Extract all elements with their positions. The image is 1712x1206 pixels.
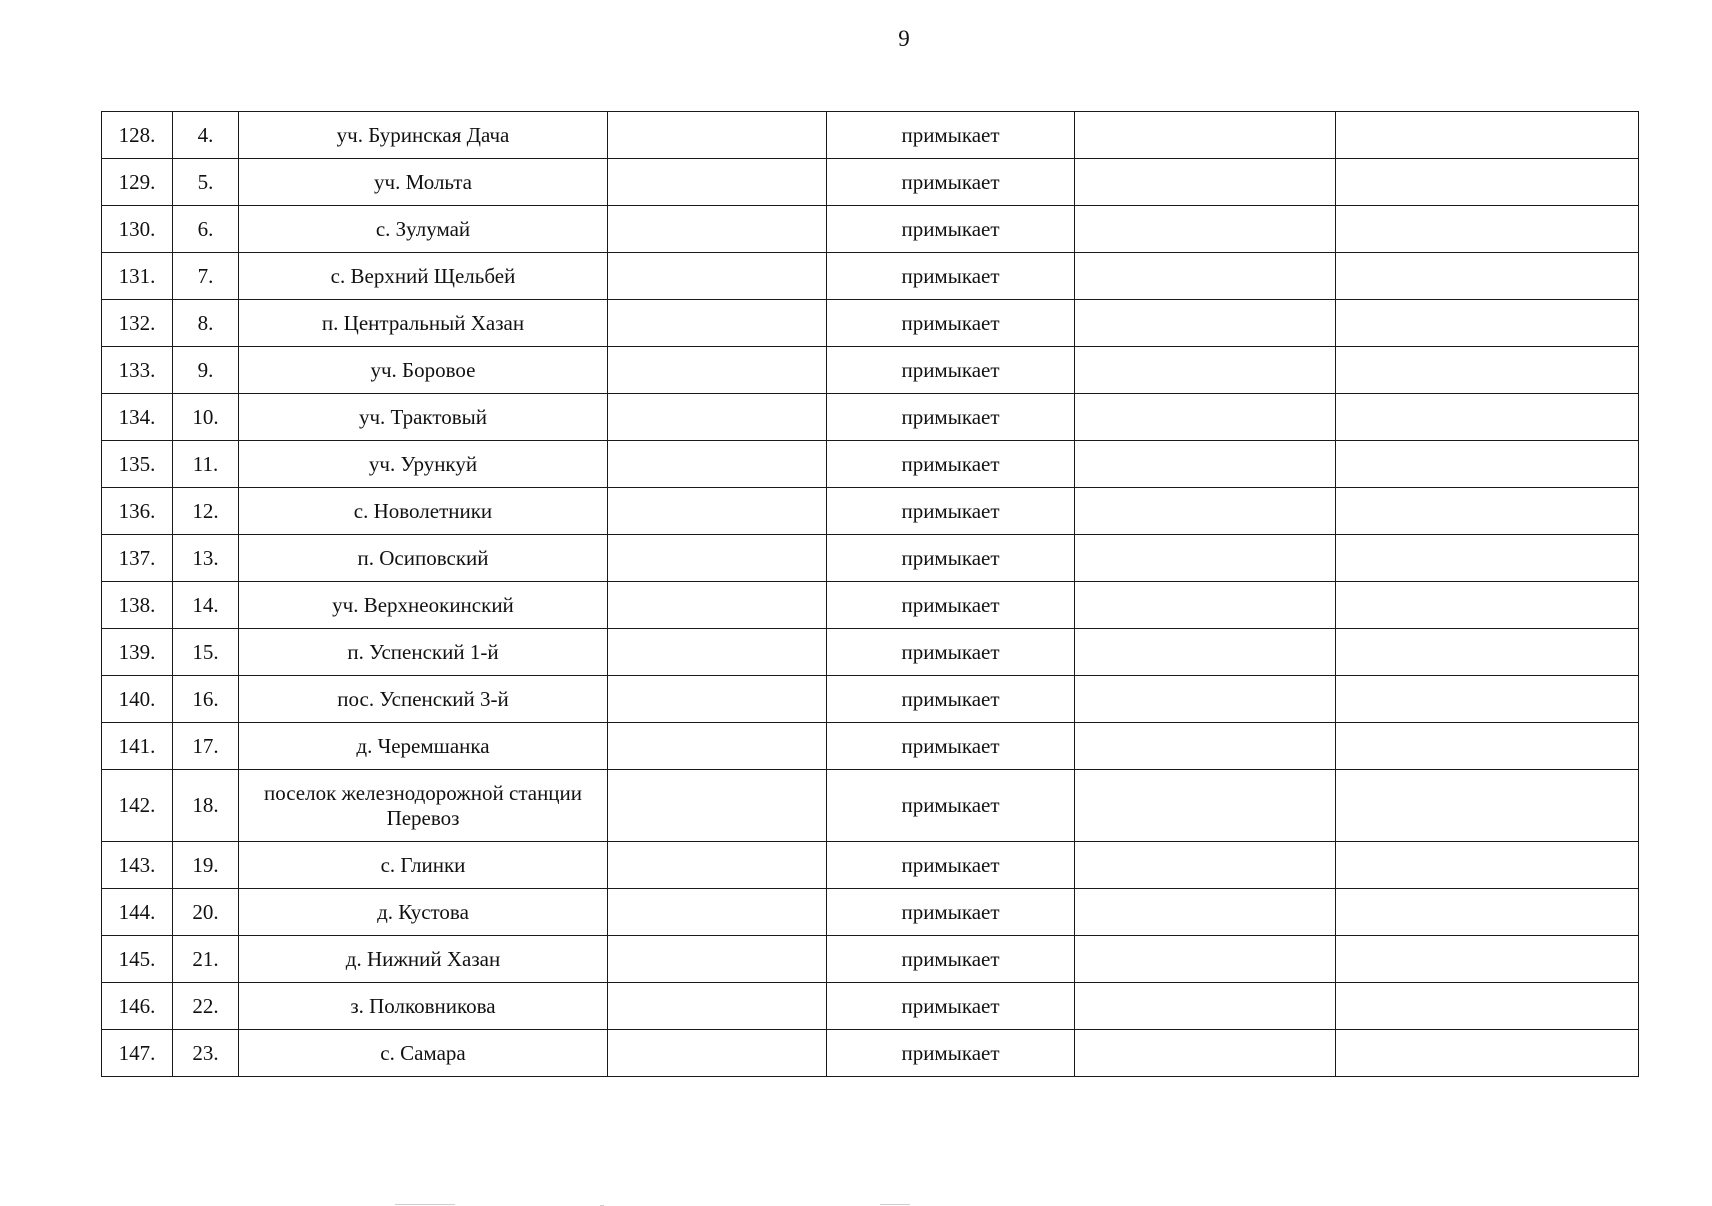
cell-empty-6 [1075,347,1336,394]
cell-empty-4 [608,936,827,983]
page-number: 9 [898,26,910,51]
cell-settlement-name: уч. Верхнеокинский [239,582,608,629]
cell-empty-7 [1336,112,1639,159]
cell-empty-7 [1336,488,1639,535]
cell-empty-4 [608,394,827,441]
cell-empty-7 [1336,842,1639,889]
cell-settlement-name: п. Центральный Хазан [239,300,608,347]
cell-sub-number: 12. [173,488,239,535]
cell-sub-number: 17. [173,723,239,770]
cell-empty-4 [608,441,827,488]
cell-settlement-name: с. Зулумай [239,206,608,253]
cell-settlement-name: уч. Буринская Дача [239,112,608,159]
cell-row-number: 138. [102,582,173,629]
cell-empty-7 [1336,535,1639,582]
table-row [102,488,1639,535]
table-row [102,159,1639,206]
cell-status: примыкает [827,1030,1075,1077]
cell-row-number: 134. [102,394,173,441]
cell-empty-7 [1336,582,1639,629]
cell-settlement-name: пос. Успенский 3-й [239,676,608,723]
cell-sub-number: 18. [173,770,239,842]
cell-sub-number: 4. [173,112,239,159]
cell-settlement-name: п. Осиповский [239,535,608,582]
cell-empty-7 [1336,770,1639,842]
cell-empty-6 [1075,629,1336,676]
cell-empty-7 [1336,629,1639,676]
cell-empty-7 [1336,1030,1639,1077]
table-row [102,770,1639,842]
cell-empty-4 [608,159,827,206]
cell-empty-4 [608,300,827,347]
cell-sub-number: 23. [173,1030,239,1077]
cell-sub-number: 14. [173,582,239,629]
cell-status: примыкает [827,770,1075,842]
cell-empty-4 [608,347,827,394]
cell-empty-4 [608,676,827,723]
table-row [102,206,1639,253]
cell-sub-number: 10. [173,394,239,441]
table-row [102,441,1639,488]
cell-empty-6 [1075,723,1336,770]
cell-settlement-name: уч. Урункуй [239,441,608,488]
cell-status: примыкает [827,159,1075,206]
cell-sub-number: 5. [173,159,239,206]
cell-sub-number: 21. [173,936,239,983]
table-row [102,1030,1639,1077]
cell-sub-number: 13. [173,535,239,582]
cell-status: примыкает [827,253,1075,300]
cell-settlement-name: с. Самара [239,1030,608,1077]
cell-sub-number: 16. [173,676,239,723]
cell-row-number: 139. [102,629,173,676]
scan-speck [395,1204,455,1205]
table-row [102,676,1639,723]
cell-empty-6 [1075,582,1336,629]
cell-sub-number: 15. [173,629,239,676]
cell-empty-7 [1336,159,1639,206]
scan-speck [880,1204,910,1205]
cell-empty-6 [1075,770,1336,842]
cell-empty-7 [1336,723,1639,770]
table-body [102,112,1639,1077]
table-row [102,300,1639,347]
cell-empty-7 [1336,676,1639,723]
cell-settlement-name: с. Глинки [239,842,608,889]
cell-empty-7 [1336,936,1639,983]
settlements-table [101,111,1639,1077]
cell-empty-6 [1075,936,1336,983]
cell-sub-number: 11. [173,441,239,488]
cell-empty-4 [608,253,827,300]
cell-empty-4 [608,770,827,842]
cell-status: примыкает [827,889,1075,936]
cell-empty-6 [1075,394,1336,441]
cell-empty-4 [608,983,827,1030]
cell-empty-4 [608,206,827,253]
cell-row-number: 136. [102,488,173,535]
table-row [102,112,1639,159]
cell-empty-6 [1075,441,1336,488]
cell-status: примыкает [827,723,1075,770]
cell-empty-6 [1075,253,1336,300]
cell-row-number: 144. [102,889,173,936]
cell-status: примыкает [827,629,1075,676]
cell-empty-6 [1075,842,1336,889]
cell-empty-6 [1075,983,1336,1030]
cell-row-number: 141. [102,723,173,770]
table-row [102,394,1639,441]
cell-sub-number: 6. [173,206,239,253]
cell-sub-number: 8. [173,300,239,347]
cell-row-number: 130. [102,206,173,253]
cell-empty-6 [1075,112,1336,159]
cell-empty-4 [608,488,827,535]
cell-empty-6 [1075,159,1336,206]
cell-sub-number: 19. [173,842,239,889]
table-row [102,936,1639,983]
cell-settlement-name: д. Кустова [239,889,608,936]
cell-status: примыкает [827,112,1075,159]
cell-row-number: 128. [102,112,173,159]
cell-empty-4 [608,842,827,889]
cell-empty-6 [1075,1030,1336,1077]
cell-settlement-name: уч. Мольта [239,159,608,206]
table-row [102,629,1639,676]
cell-status: примыкает [827,535,1075,582]
cell-empty-7 [1336,441,1639,488]
cell-settlement-name: д. Нижний Хазан [239,936,608,983]
cell-empty-6 [1075,206,1336,253]
cell-empty-4 [608,112,827,159]
cell-row-number: 135. [102,441,173,488]
cell-empty-6 [1075,889,1336,936]
cell-empty-4 [608,582,827,629]
cell-empty-4 [608,889,827,936]
cell-empty-4 [608,629,827,676]
cell-row-number: 146. [102,983,173,1030]
cell-empty-4 [608,535,827,582]
table-row [102,723,1639,770]
cell-empty-7 [1336,394,1639,441]
cell-row-number: 147. [102,1030,173,1077]
cell-empty-6 [1075,300,1336,347]
cell-row-number: 132. [102,300,173,347]
cell-empty-7 [1336,889,1639,936]
cell-empty-7 [1336,253,1639,300]
cell-settlement-name: поселок железнодорожной станции Перевоз [239,770,608,842]
cell-status: примыкает [827,983,1075,1030]
cell-status: примыкает [827,936,1075,983]
table-row [102,889,1639,936]
table-row [102,842,1639,889]
cell-settlement-name: д. Черемшанка [239,723,608,770]
cell-row-number: 145. [102,936,173,983]
cell-sub-number: 20. [173,889,239,936]
cell-row-number: 140. [102,676,173,723]
table-row [102,253,1639,300]
cell-row-number: 142. [102,770,173,842]
cell-settlement-name: уч. Трактовый [239,394,608,441]
cell-empty-4 [608,723,827,770]
cell-empty-4 [608,1030,827,1077]
cell-settlement-name: п. Успенский 1-й [239,629,608,676]
cell-empty-6 [1075,535,1336,582]
cell-status: примыкает [827,582,1075,629]
cell-empty-7 [1336,983,1639,1030]
cell-row-number: 131. [102,253,173,300]
cell-settlement-name: с. Верхний Щельбей [239,253,608,300]
cell-empty-6 [1075,676,1336,723]
cell-row-number: 137. [102,535,173,582]
cell-status: примыкает [827,206,1075,253]
cell-status: примыкает [827,441,1075,488]
table-row [102,535,1639,582]
cell-sub-number: 22. [173,983,239,1030]
table-row [102,983,1639,1030]
cell-settlement-name: уч. Боровое [239,347,608,394]
cell-sub-number: 9. [173,347,239,394]
cell-settlement-name: з. Полковникова [239,983,608,1030]
cell-row-number: 133. [102,347,173,394]
cell-status: примыкает [827,676,1075,723]
cell-sub-number: 7. [173,253,239,300]
cell-status: примыкает [827,347,1075,394]
cell-empty-7 [1336,206,1639,253]
table-row [102,582,1639,629]
cell-status: примыкает [827,842,1075,889]
cell-empty-7 [1336,300,1639,347]
cell-empty-7 [1336,347,1639,394]
cell-row-number: 129. [102,159,173,206]
cell-empty-6 [1075,488,1336,535]
cell-settlement-name: с. Новолетники [239,488,608,535]
cell-status: примыкает [827,488,1075,535]
cell-status: примыкает [827,394,1075,441]
cell-row-number: 143. [102,842,173,889]
table-row [102,347,1639,394]
cell-status: примыкает [827,300,1075,347]
